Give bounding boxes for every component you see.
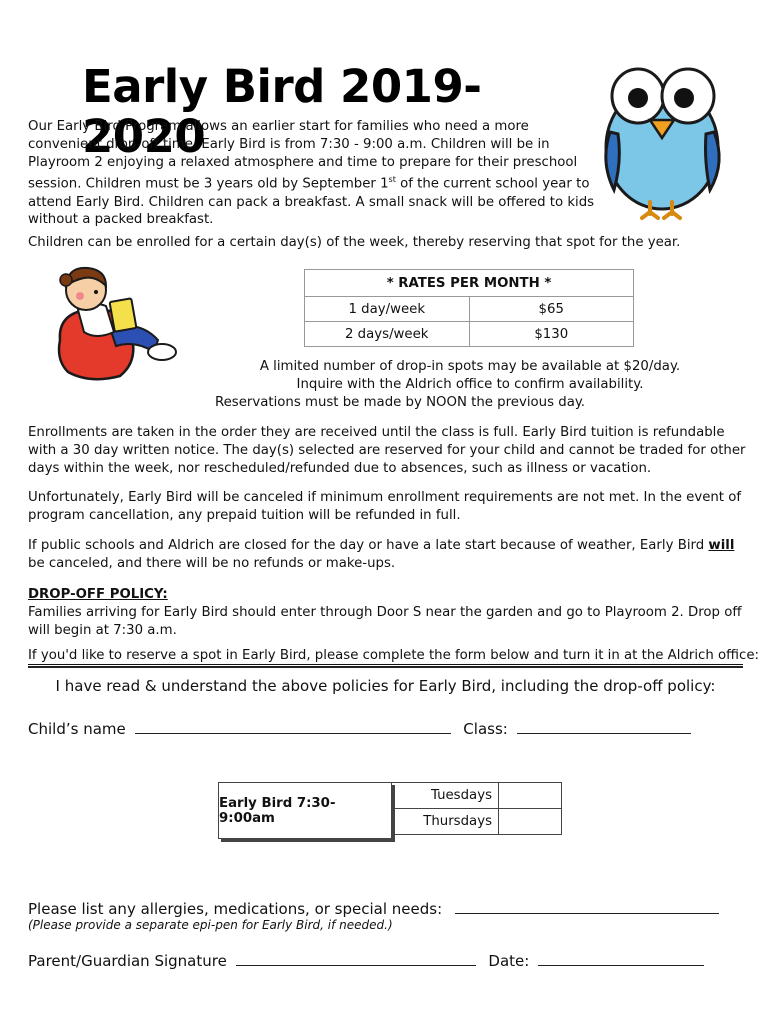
rates-table [304, 269, 634, 347]
class-field[interactable] [517, 719, 691, 734]
session-box: Early Bird 7:30-9:00am [218, 782, 392, 839]
form-instructions: If you'd like to reserve a spot in Early Bird, please complete the form below and turn it in at the Aldrich office: [28, 648, 759, 663]
allergies-label: Please list any allergies, medications, or special needs: [28, 900, 443, 918]
enrollment-policy: Enrollments are taken in the order they are received until the class is full. Early Bird tuition is refundable with a 30 day written notice. The day(s) selected are reserved for your child and cannot be traded for other days within the week, nor rescheduled/refunded due to absences, such as illness or vacation. [28, 425, 746, 476]
rate-price: $65 [469, 297, 634, 322]
thursday-checkbox[interactable] [499, 809, 562, 835]
divider [28, 666, 743, 668]
allergies-row [28, 899, 719, 918]
allergies-field[interactable] [455, 899, 719, 914]
tuesday-checkbox[interactable] [499, 783, 562, 809]
cancellation-policy: Unfortunately, Early Bird will be canceled if minimum enrollment requirements are not met. In the event of program cancellation, any prepaid tuition will be refunded in full. [28, 490, 742, 523]
agreement-statement: I have read & understand the above policies for Early Bird, including the drop-off policy: [55, 677, 716, 695]
child-name-row [28, 719, 691, 738]
rate-label: 1 day/week [305, 297, 470, 322]
child-name-field[interactable] [135, 719, 451, 734]
rate-label: 2 days/week [305, 322, 470, 347]
class-label: Class: [463, 720, 508, 738]
day-label: Tuesdays [391, 783, 499, 809]
rate-price: $130 [469, 322, 634, 347]
dropin-note: A limited number of drop-in spots may be available at $20/day. [259, 359, 681, 374]
rates-header: * RATES PER MONTH * [305, 270, 634, 297]
rate-row [305, 322, 634, 347]
days-table [391, 782, 562, 835]
dropin-note: Reservations must be made by NOON the previous day. [214, 395, 586, 410]
dropin-notes [160, 358, 700, 412]
page-title: Early Bird 2019-2020 [82, 60, 482, 163]
day-row [391, 809, 562, 835]
signature-row [28, 951, 704, 970]
signature-label: Parent/Guardian Signature [28, 952, 227, 970]
signature-field[interactable] [236, 951, 476, 966]
bird-illustration [600, 62, 730, 222]
date-label: Date: [488, 952, 530, 970]
dropoff-policy [28, 586, 746, 639]
day-label: Thursdays [391, 809, 499, 835]
dropoff-heading: DROP-OFF POLICY: [28, 587, 168, 602]
dropoff-text: Families arriving for Early Bird should enter through Door S near the garden and go to Playroom 2. Drop off will begin at 7:30 a.m. [28, 604, 742, 638]
rate-row [305, 297, 634, 322]
child-name-label: Child’s name [28, 720, 126, 738]
weather-policy: If public schools and Aldrich are closed for the day or have a late start because of weather, Early Bird will be canceled, and there will be no refunds or make-ups. [28, 538, 735, 571]
enrollment-info: Children can be enrolled for a certain day(s) of the week, thereby reserving that spot for the year. [28, 235, 681, 250]
dropin-note: Inquire with the Aldrich office to confirm availability. [296, 377, 644, 392]
intro-paragraph: Our Early Bird Program allows an earlier start for families who need a more convenient drop-off time. Early Bird is from 7:30 - 9:00 a.m. Children will be in Playroom 2 enjoying a relaxed atmosphere and time to prepare for their preschool session. Children must be 3 years old by September 1st of the current school year to attend Early Bird. Children can pack a breakfast. A small snack will be offered to kids without a packed breakfast. [28, 119, 595, 228]
epipen-note: (Please provide a separate epi-pen for Early Bird, if needed.) [28, 918, 393, 932]
date-field[interactable] [538, 951, 704, 966]
day-row [391, 783, 562, 809]
